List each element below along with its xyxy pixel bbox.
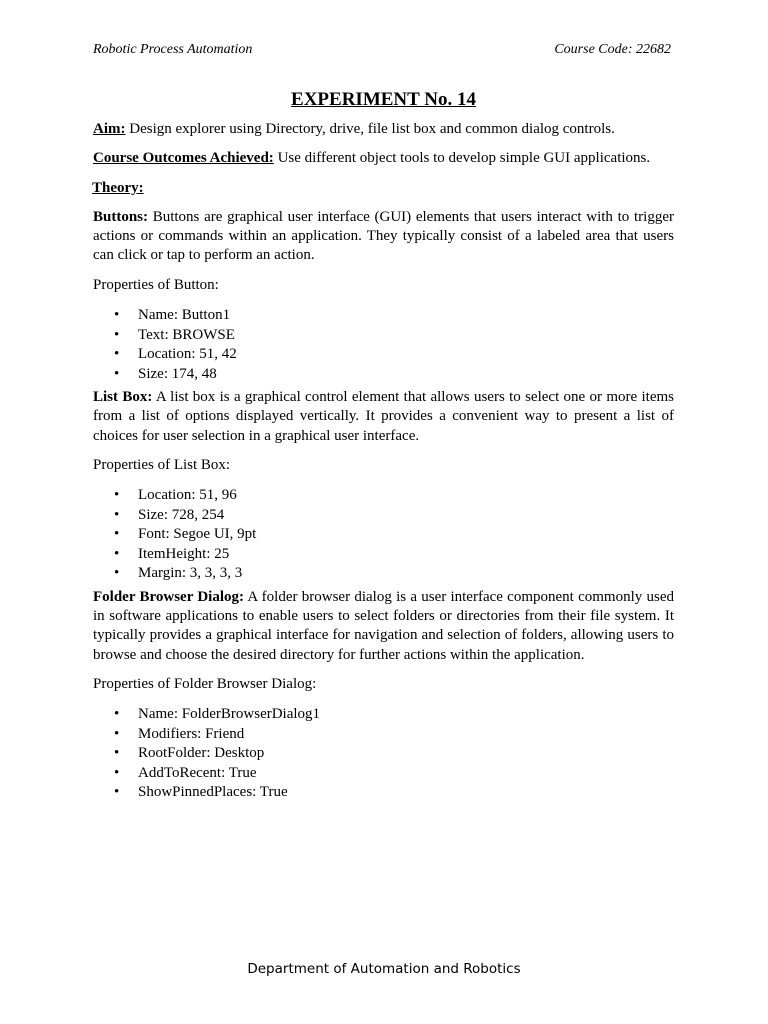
listbox-text: A list box is a graphical control element that allows users to select one or more items from a list of options displayed vertically. It provides a convenient way to present a list of choices for user selection in a graphical user interface. <box>93 389 674 444</box>
folder-dialog-paragraph <box>93 588 674 665</box>
listbox-props-list <box>93 486 674 584</box>
outcomes-label: Course Outcomes Achieved: <box>93 150 274 167</box>
outcomes-text: Use different object tools to develop simple GUI applications. <box>273 150 651 167</box>
document-body <box>93 88 674 807</box>
folder-dialog-text: A folder browser dialog is a user interface component commonly used in software applications to enable users to select folders or directories from their file system. It typically provides a graphical interface for navigation and selection of folders, allowing users to browse and choose the desired directory for further actions within the application. <box>93 588 674 663</box>
aim-label: Aim: <box>93 121 126 137</box>
list-item: • Name: Button1 <box>93 306 674 326</box>
page-title: EXPERIMENT No. 14 <box>291 89 476 110</box>
list-item: • ItemHeight: 25 <box>93 545 674 565</box>
theory-heading: Theory: <box>92 179 144 196</box>
list-item: • Location: 51, 96 <box>93 486 674 506</box>
folder-dialog-props-list <box>93 705 674 803</box>
aim-text: Design explorer using Directory, drive, file list box and common dialog controls. <box>125 121 615 137</box>
list-item: • Text: BROWSE <box>93 326 674 346</box>
list-item: • Location: 51, 42 <box>93 345 674 365</box>
buttons-paragraph <box>93 208 674 266</box>
list-item: • AddToRecent: True <box>93 764 674 784</box>
outcomes-paragraph <box>93 149 674 168</box>
list-item: • Margin: 3, 3, 3, 3 <box>93 564 674 584</box>
header-course-code: Course Code: 22682 <box>554 42 671 57</box>
theory-heading-paragraph <box>93 179 674 198</box>
aim-paragraph <box>93 120 674 139</box>
folder-dialog-props-intro: Properties of Folder Browser Dialog: <box>93 675 317 692</box>
buttons-term: Buttons: <box>93 208 149 225</box>
listbox-props-intro: Properties of List Box: <box>93 456 231 473</box>
page-footer: Department of Automation and Robotics <box>247 961 521 977</box>
listbox-paragraph <box>93 388 674 446</box>
header-course-name: Robotic Process Automation <box>93 42 253 57</box>
list-item: • Name: FolderBrowserDialog1 <box>93 705 674 725</box>
buttons-text: Buttons are graphical user interface (GUI) elements that users interact with to trigger actions or commands within an application. They typically consist of a labeled area that users can click or tap to perform an action. <box>93 208 674 264</box>
list-item: • Size: 728, 254 <box>93 506 674 526</box>
list-item: • Size: 174, 48 <box>93 365 674 385</box>
buttons-props-list <box>93 306 674 384</box>
list-item: • Modifiers: Friend <box>93 725 674 745</box>
listbox-term: List Box: <box>93 389 153 406</box>
folder-dialog-term: Folder Browser Dialog: <box>93 588 244 605</box>
buttons-props-intro: Properties of Button: <box>93 276 219 293</box>
list-item: • RootFolder: Desktop <box>93 744 674 764</box>
list-item: • Font: Segoe UI, 9pt <box>93 525 674 545</box>
list-item: • ShowPinnedPlaces: True <box>93 783 674 803</box>
